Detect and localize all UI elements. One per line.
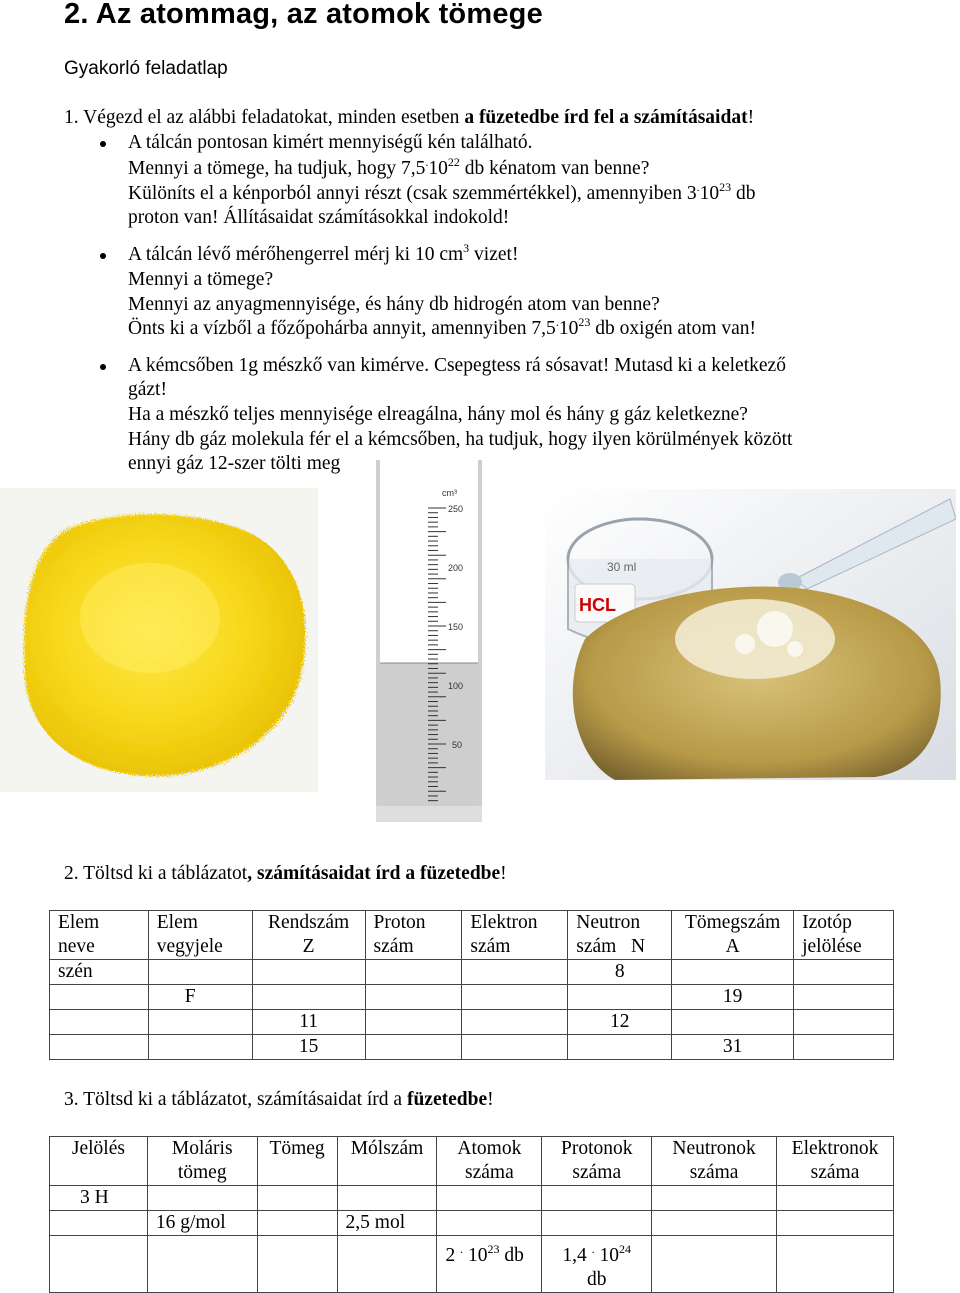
table-cell[interactable] [568, 1035, 672, 1060]
header-cell: Izotóp jelölése [794, 911, 894, 960]
beaker-text: 30 ml [607, 560, 637, 574]
table-cell[interactable] [257, 1211, 337, 1236]
header-cell: Tömegszám A [672, 911, 794, 960]
task1-b3-line4: Hány db gáz molekula fér el a kémcsőben, ha tudjuk, hogy ilyen körülmények között [128, 429, 793, 450]
table-cell[interactable]: 15 [252, 1035, 365, 1060]
table-element-data [49, 910, 894, 1060]
table-cell[interactable]: 8 [568, 960, 672, 985]
task1-b2-line1: A tálcán lévő mérőhengerrel mérj ki 10 $cm^3$ vizet! [128, 241, 519, 265]
table-cell[interactable]: szén [50, 960, 149, 985]
table-cell[interactable] [50, 1236, 148, 1293]
cylinder-tick-label: 200 [448, 563, 464, 573]
table-cell[interactable] [50, 1010, 149, 1035]
sulfur-powder-image [0, 488, 318, 792]
cylinder-tick-label: 250 [448, 504, 464, 514]
header-cell: Protonok száma [542, 1137, 652, 1186]
table-cell[interactable] [337, 1186, 437, 1211]
header-cell: Jelölés [50, 1137, 148, 1186]
table-cell[interactable]: 11 [252, 1010, 365, 1035]
cylinder-tick-label: 150 [448, 622, 464, 632]
table-cell[interactable] [148, 960, 252, 985]
table-cell[interactable] [50, 1211, 148, 1236]
header-cell: Elektronok száma [777, 1137, 894, 1186]
header-cell: Neutronok száma [652, 1137, 777, 1186]
table-cell[interactable] [437, 1211, 542, 1236]
task1-intro: 1. Végezd el az alábbi feladatokat, minden esetben a füzetedbe írd fel a számításaidat! [64, 107, 755, 128]
task1-b3-line2: gázt! [128, 379, 167, 400]
table-cell[interactable] [542, 1186, 652, 1211]
task1-b3-line1: A kémcsőben 1g mészkő van kimérve. Csepegtess rá sósavat! Mutasd ki a keletkező [128, 355, 786, 376]
table-cell[interactable] [794, 1010, 894, 1035]
table-cell[interactable] [794, 960, 894, 985]
task1-b3-line5: ennyi gáz 12-szer tölti meg [128, 453, 341, 474]
task3-intro: 3. Töltsd ki a táblázatot, számításaidat írd a füzetedbe! [64, 1089, 494, 1110]
table-row [50, 1236, 894, 1293]
table-cell[interactable] [365, 985, 462, 1010]
header-cell: Elem vegyjele [148, 911, 252, 960]
hcl-label: HCL [579, 595, 616, 615]
table-cell[interactable] [462, 1035, 568, 1060]
table-cell[interactable] [148, 1010, 252, 1035]
table-cell[interactable] [147, 1236, 257, 1293]
header-cell: Mólszám [337, 1137, 437, 1186]
table-cell[interactable] [794, 1035, 894, 1060]
table-cell[interactable] [652, 1186, 777, 1211]
table-cell[interactable] [777, 1186, 894, 1211]
table-cell[interactable] [148, 1035, 252, 1060]
table-cell[interactable] [652, 1211, 777, 1236]
table-cell[interactable] [777, 1211, 894, 1236]
table-cell[interactable]: F [148, 985, 252, 1010]
table-cell-protons[interactable]: 1,4 . $10^{24}$ db [542, 1236, 652, 1293]
table-cell[interactable] [257, 1186, 337, 1211]
table-row [50, 1186, 894, 1211]
table-cell[interactable]: 19 [672, 985, 794, 1010]
table-cell[interactable]: 31 [672, 1035, 794, 1060]
cylinder-tick-label: 50 [452, 740, 463, 750]
header-cell: Elem neve [50, 911, 149, 960]
table-cell[interactable] [50, 1035, 149, 1060]
header-cell: Proton szám [365, 911, 462, 960]
task1-b1-line2: Mennyi a tömege, ha tudjuk, hogy $7,5^.10^{22}$ db kénatom van benne? [128, 155, 650, 179]
cylinder-unit: cm³ [442, 488, 457, 498]
table-header-row [50, 911, 894, 960]
table-cell[interactable] [568, 985, 672, 1010]
table-cell[interactable] [252, 960, 365, 985]
task1-b1-line3: Különíts el a kénporból annyi részt (csak szemmértékkel), amennyiben $3^.10^{23}$ db [128, 180, 756, 204]
table-cell[interactable] [437, 1186, 542, 1211]
task1-b2-line4: Önts ki a vízből a főzőpohárba annyit, amennyiben $7,5^.10^{23}$ db oxigén atom van! [128, 315, 757, 339]
bullet-1 [100, 141, 106, 147]
table-cell[interactable] [365, 960, 462, 985]
graduated-cylinder-image [362, 460, 484, 822]
table-cell[interactable] [672, 1010, 794, 1035]
table-cell[interactable] [337, 1236, 437, 1293]
task1-b2-line2: Mennyi a tömege? [128, 269, 274, 290]
task1-b2-line3: Mennyi az anyagmennyisége, és hány db hidrogén atom van benne? [128, 294, 660, 315]
table-cell[interactable] [542, 1211, 652, 1236]
header-cell: Elektron szám [462, 911, 568, 960]
table-cell[interactable]: 16 g/mol [147, 1211, 257, 1236]
header-cell: Neutron szám N [568, 911, 672, 960]
header-cell: Moláris tömeg [147, 1137, 257, 1186]
bullet-3 [100, 364, 106, 370]
header-cell: Atomok száma [437, 1137, 542, 1186]
table-cell[interactable] [462, 985, 568, 1010]
table-row [50, 1211, 894, 1236]
table-header-row [50, 1137, 894, 1186]
table-cell[interactable]: 12 [568, 1010, 672, 1035]
table-cell[interactable]: 3 H [50, 1186, 148, 1211]
table-cell[interactable] [365, 1010, 462, 1035]
page-title: 2. Az atommag, az atomok tömege [64, 0, 543, 30]
table-cell[interactable] [147, 1186, 257, 1211]
header-cell: Rendszám Z [252, 911, 365, 960]
table-row [50, 960, 894, 985]
table-cell[interactable] [257, 1236, 337, 1293]
table-cell[interactable]: 2,5 mol [337, 1211, 437, 1236]
task1-b1-line4: proton van! Állításaidat számításokkal indokold! [128, 207, 510, 228]
table-row [50, 1010, 894, 1035]
table-row [50, 1035, 894, 1060]
table-cell[interactable] [252, 985, 365, 1010]
table-amounts [49, 1136, 894, 1293]
table-row [50, 985, 894, 1010]
cylinder-tick-label: 100 [448, 681, 464, 691]
table-cell[interactable] [462, 1010, 568, 1035]
table-cell[interactable] [672, 960, 794, 985]
table-cell[interactable] [50, 985, 149, 1010]
table-cell-atoms[interactable]: 2 . $10^{23}$ db [437, 1236, 542, 1293]
subtitle: Gyakorló feladatlap [64, 58, 228, 79]
table-cell[interactable] [462, 960, 568, 985]
table-cell[interactable] [794, 985, 894, 1010]
task1-b3-line3: Ha a mészkő teljes mennyisége elreagálna, hány mol és hány g gáz keletkezne? [128, 404, 748, 425]
limestone-hcl-image [545, 489, 956, 780]
task2-intro: 2. Töltsd ki a táblázatot, számításaidat írd a füzetedbe! [64, 863, 507, 884]
task1-b1-line1: A tálcán pontosan kimért mennyiségű kén található. [128, 132, 533, 153]
table-cell[interactable] [652, 1236, 777, 1293]
header-cell: Tömeg [257, 1137, 337, 1186]
bullet-2 [100, 253, 106, 259]
table-cell[interactable] [777, 1236, 894, 1293]
table-cell[interactable] [365, 1035, 462, 1060]
